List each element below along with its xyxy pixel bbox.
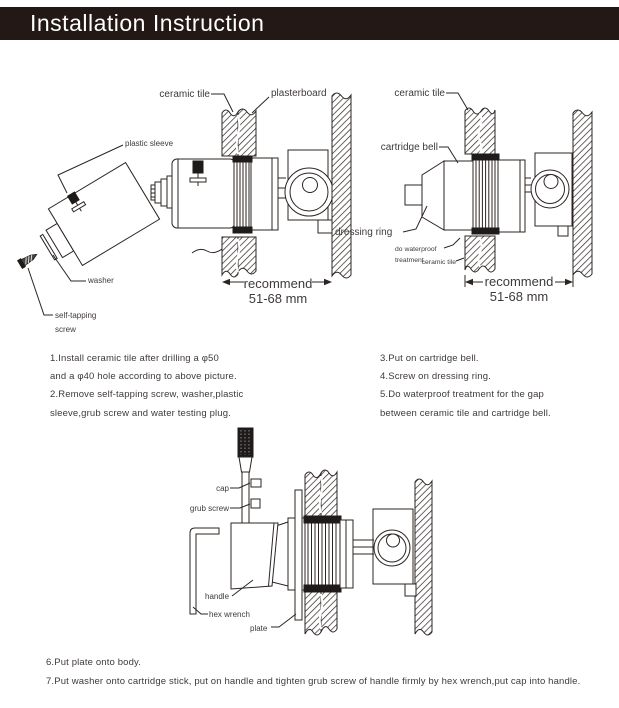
diagram-step1-2 [25,85,360,335]
label-cap: cap [216,484,229,493]
leader-plate [271,614,296,627]
wall-right [573,110,592,277]
label-self-tapping-line1: self-tapping [55,311,97,320]
exploded-parts [2,162,159,293]
leader-self-tapping-screw [28,268,53,315]
label-ceramic-tile: ceramic tile [394,88,445,99]
leader-ceramic-tile-small [456,258,464,261]
pipe-fitting [498,153,572,236]
instruction-line: between ceramic tile and cartridge bell. [380,407,551,419]
dimension-text: 51-68 mm [489,289,549,304]
label-plastic-sleeve: plastic sleeve [125,139,174,148]
label-waterproof-line2: treatment [395,257,424,264]
hex-wrench-icon [190,528,219,614]
label-hex-wrench: hex wrench [209,610,250,619]
dimension-text: 51-68 mm [248,291,308,306]
page-title: Installation Instruction [30,10,265,36]
cap-icon [251,479,261,487]
self-tapping-screw-icon [18,251,39,269]
instruction-line: 2.Remove self-tapping screw, washer,plastic [50,389,244,401]
label-cartridge-bell: cartridge bell [380,142,438,153]
recommend-text: recommend [243,276,313,291]
instruction-line: sleeve,grub screw and water testing plug. [50,407,231,419]
cartridge-stick [405,185,422,205]
instructions-steps-1-2 [50,350,243,423]
valve-threads [233,156,252,233]
recommend-text: recommend [484,274,554,289]
instruction-line: 7.Put washer onto cartridge stick, put on handle and tighten grub screw of handle firmly by hex wrench,put cap into handle. [46,676,581,687]
label-waterproof-line1: do waterproof [395,246,437,253]
header-bar [0,7,619,40]
leader-ceramic-tile [446,93,468,110]
dimension-51-68 [222,276,332,306]
label-grub-screw: grub screw [189,504,229,513]
handle-body [231,523,278,589]
pipe-fitting [340,509,416,596]
label-washer: washer [88,276,114,285]
label-self-tapping-line2: screw [55,325,76,334]
instruction-line: 6.Put plate onto body. [46,657,142,668]
instruction-line: 1.Install ceramic tile after drilling a φ50 [50,353,219,364]
handle-stick [238,428,253,523]
instructions-steps-6-7 [46,653,580,691]
valve-threads [304,516,341,592]
instruction-line: 4.Screw on dressing ring. [380,371,491,383]
label-handle: handle [205,592,230,601]
pipe-fitting [251,150,333,233]
wall-right [415,479,432,635]
leader-ceramic-tile [211,94,233,112]
leader-waterproof [444,238,460,248]
grub-screw-icon [251,499,260,508]
cartridge-bell [405,161,473,230]
instruction-line: and a φ40 hole according to above picture. [50,371,237,383]
diagram-step3-5 [332,82,619,312]
instructions-steps-3-5 [380,350,551,423]
diagram-step6-7 [108,420,453,655]
plate-icon [295,490,302,620]
label-plate: plate [250,624,268,633]
valve-threads [472,154,499,234]
instruction-line: 3.Put on cartridge bell. [380,353,479,364]
dimension-51-68 [465,274,573,304]
label-plasterboard: plasterboard [271,88,327,99]
instruction-line: 5.Do waterproof treatment for the gap [380,389,544,401]
label-ceramic-tile: ceramic tile [159,89,210,100]
leader-plasterboard [252,97,269,113]
label-dressing-ring: dressing ring [335,227,393,238]
label-ceramic-tile-small: ceramic tile [421,259,456,266]
valve-body [151,159,235,228]
